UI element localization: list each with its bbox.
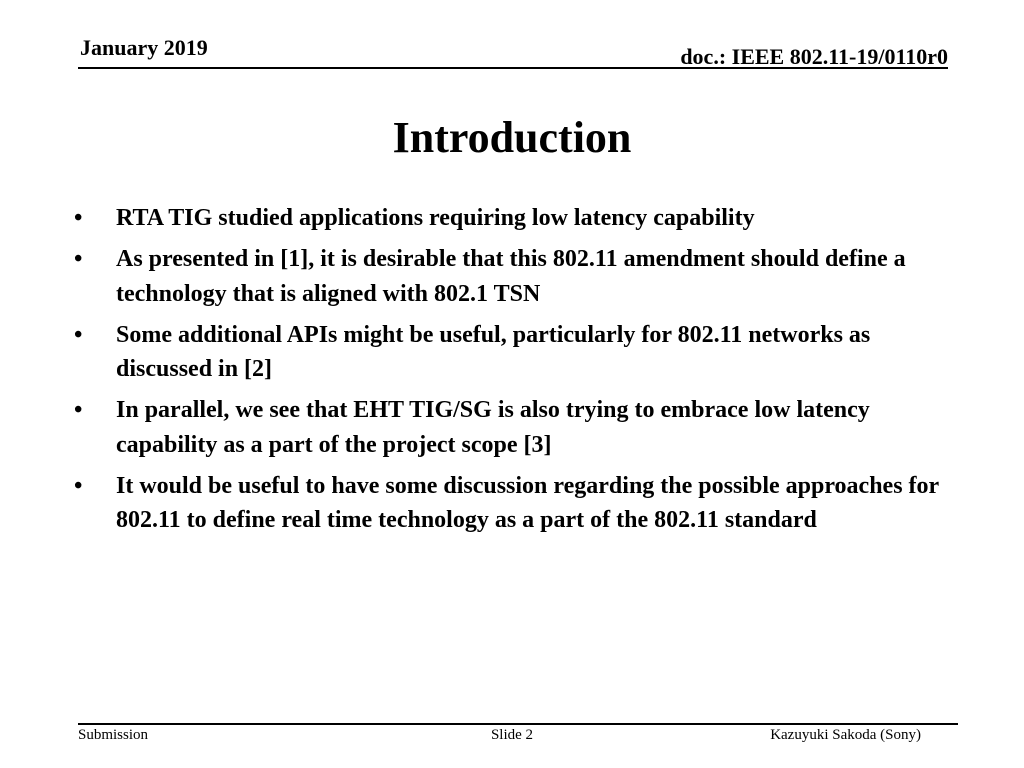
bullet-text-2: As presented in [1], it is desirable that this 802.11 amendment should define a technology that is aligned with 802.1 TSN [116, 246, 906, 307]
header-date: January 2019 [80, 35, 208, 60]
bullet-text-4: In parallel, we see that EHT TIG/SG is also trying to embrace low latency capability as a part of the project scope [3] [116, 397, 870, 458]
header-divider [78, 67, 948, 69]
footer-slide-number: Slide 2 [490, 727, 534, 743]
slide-title: Introduction [392, 113, 632, 162]
bullet-text-3: Some additional APIs might be useful, particularly for 802.11 networks as discussed in [2] [116, 321, 871, 382]
bullet-marker: • [74, 397, 83, 423]
bullet-marker: • [74, 205, 83, 231]
bullet-marker: • [74, 321, 83, 348]
bullet-list [74, 201, 954, 544]
bullet-item-5 [74, 469, 954, 538]
bullet-marker: • [74, 246, 83, 272]
bullet-item-1 [74, 201, 954, 236]
bullet-text-5: It would be useful to have some discussion regarding the possible approaches for 802.11 to define real time technology as a part of the 802.11 standard [116, 472, 939, 533]
footer-author: Kazuyuki Sakoda (Sony) [770, 727, 921, 743]
footer-divider [78, 723, 958, 725]
bullet-item-3 [74, 318, 954, 387]
footer-submission: Submission [78, 727, 149, 743]
bullet-item-2 [74, 242, 954, 311]
bullet-marker: • [74, 472, 83, 499]
header-doc-id: doc.: IEEE 802.11-19/0110r0 [680, 44, 948, 69]
bullet-item-4 [74, 393, 954, 462]
bullet-text-1: RTA TIG studied applications requiring low latency capability [116, 205, 755, 231]
